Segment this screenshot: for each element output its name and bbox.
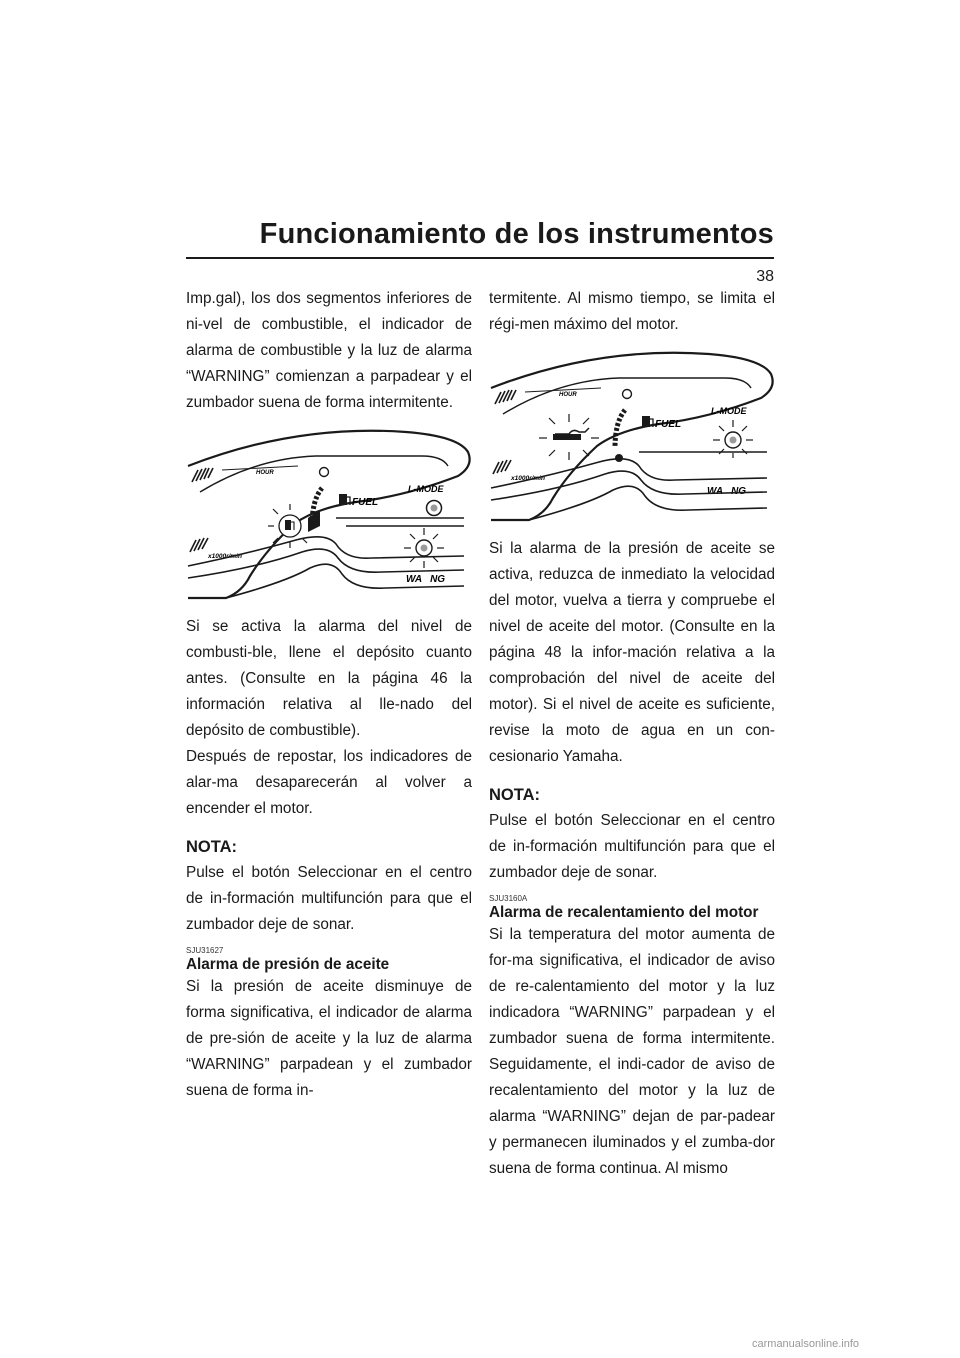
fuel-alarm-dashboard-figure [186,426,472,602]
paragraph: Si la temperatura del motor aumenta de for-ma significativa, el indicador de aviso de re-calentamiento del motor y la luz indicadora “WARNING” parpadean y el zumbador suena de forma intermitente. Seguidamente, el indi-cador de aviso de recalentamiento del motor y la luz de alarma “WARNING” dejan de par-padear y permanecen iluminados y el zumba-dor suena de forma continua. Al mismo [489,926,775,1177]
warning-label: WA NG [406,574,446,585]
indicator-lamp-icon [320,468,329,477]
section-code: SJU3160A [489,894,528,903]
fuel-label: FUEL [352,497,379,508]
section-title: Alarma de presión de aceite [186,956,390,973]
fuel-label: FUEL [655,419,682,430]
lmode-label: L-MODE [711,406,747,416]
page-title: Funcionamiento de los instrumentos [259,218,774,250]
note-text: Pulse el botón Seleccionar en el centro de in-formación multifunción para que el zumbador deje de sonar. [186,864,472,933]
hour-label: HOUR [559,392,577,398]
page-header [186,218,774,259]
paragraph: termitente. Al mismo tiempo, se limita el régi-men máximo del motor. [489,290,775,333]
paragraph: Después de repostar, los indicadores de alar-ma desaparecerán al volver a encender el motor. [186,748,472,817]
note-title: NOTA: [186,838,238,856]
indicator-lamp-icon [623,390,632,399]
warning-lamp-flashing-icon [404,528,444,568]
note-text: Pulse el botón Seleccionar en el centro de in-formación multifunción para que el zumbador deje de sonar. [489,812,775,881]
left-column [186,286,472,1104]
paragraph: Si la presión de aceite disminuye de forma significativa, el indicador de alarma de pre-sión de aceite y la luz de alarma “WARNING” parpadean y el zumbador suena de forma in- [186,978,472,1099]
section-title: Alarma de recalentamiento del motor [489,904,759,921]
section-code: SJU31627 [186,946,224,955]
note-title: NOTA: [489,786,541,804]
warning-label: WA NG [707,486,747,497]
rpm-label: x1000r/min [208,553,242,560]
paragraph: Si la alarma de la presión de aceite se activa, reduzca de inmediato la velocidad del motor, vuelva a tierra y compruebe el nivel de aceite del motor. (Consulte en la página 48 la infor-mación relativa a la comprobación del nivel de aceite del motor). Si el nivel de aceite es suficiente, revise la moto de agua en un con-cesionario Yamaha. [489,540,775,765]
right-column [489,286,775,1182]
rpm-label: x1000r/min [511,475,545,482]
page-number: 38 [756,268,774,285]
paragraph: Si se activa la alarma del nivel de combusti-ble, llene el depósito cuanto antes. (Consulte en la página 46 la información relativa al lle-nado del depósito de combustible). [186,618,472,739]
oil-pressure-alarm-dashboard-figure [489,348,775,524]
hour-label: HOUR [256,470,274,476]
lmode-label: L-MODE [408,484,444,494]
watermark: carmanualsonline.info [752,1338,860,1350]
paragraph: Imp.gal), los dos segmentos inferiores de ni-vel de combustible, el indicador de alarma de combustible y la luz de alarma “WARNING” comienzan a parpadear y el zumbador suena de forma intermitente. [186,290,472,411]
